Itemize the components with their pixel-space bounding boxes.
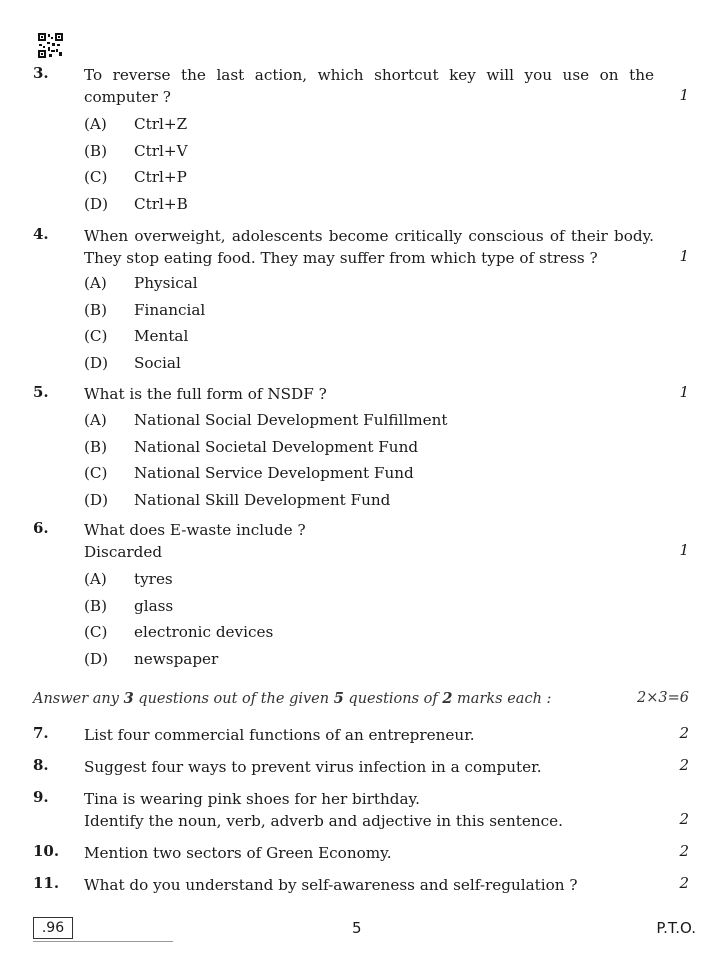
option-c: (C) Ctrl+P <box>84 168 187 186</box>
question-marks: 1 <box>679 86 689 104</box>
option-a: (A) Physical <box>84 274 198 292</box>
option-c: (C) Mental <box>84 327 189 345</box>
question-marks: 2 <box>679 724 689 742</box>
section-instruction: Answer any 3 questions out of the given 5 questions of 2 marks each : 2×3=6 <box>33 690 689 707</box>
option-d: (D) Ctrl+B <box>84 194 188 213</box>
question-text: What is the full form of NSDF ? <box>84 385 327 403</box>
question-number: 7. <box>33 724 49 742</box>
question-number: 3. <box>33 64 49 82</box>
question-number: 6. <box>33 519 49 537</box>
option-d: (D) National Skill Development Fund <box>84 490 391 509</box>
question-number: 5. <box>33 383 49 401</box>
question-11 <box>33 874 693 896</box>
question-4 <box>33 225 693 376</box>
question-text: Mention two sectors of Green Economy. <box>84 844 392 862</box>
question-text: When overweight, adolescents become critically conscious of their body. They stop eating food. They may suffer from which type of stress ? <box>84 227 654 267</box>
option-d: (D) newspaper <box>84 649 219 668</box>
question-text: What does E-waste include ? <box>84 521 306 539</box>
section-marks: 2×3=6 <box>637 690 689 706</box>
question-text-line2: Discarded <box>84 543 163 561</box>
option-a: (A) Ctrl+Z <box>84 115 188 133</box>
option-a: (A) National Social Development Fulfillment <box>84 411 448 429</box>
option-c: (C) National Service Development Fund <box>84 464 414 482</box>
question-3 <box>33 64 693 217</box>
question-6 <box>33 519 693 672</box>
question-number: 10. <box>33 842 60 860</box>
option-b: (B) Ctrl+V <box>84 141 188 160</box>
option-d: (D) Social <box>84 353 181 372</box>
question-8 <box>33 756 693 778</box>
question-number: 11. <box>33 874 60 892</box>
question-marks: 2 <box>679 810 689 828</box>
question-text: Suggest four ways to prevent virus infection in a computer. <box>84 758 542 776</box>
question-number: 9. <box>33 788 49 806</box>
question-marks: 1 <box>679 541 689 559</box>
question-10 <box>33 842 693 864</box>
option-b: (B) National Societal Development Fund <box>84 437 419 456</box>
question-text: List four commercial functions of an entrepreneur. <box>84 726 475 744</box>
question-text-line2: Identify the noun, verb, adverb and adjective in this sentence. <box>84 812 563 830</box>
question-7 <box>33 724 693 746</box>
option-b: (B) glass <box>84 596 174 615</box>
footer-divider <box>33 941 173 942</box>
page-number: 5 <box>352 919 362 937</box>
option-a: (A) tyres <box>84 570 173 588</box>
question-marks: 2 <box>679 842 689 860</box>
qr-code-icon <box>38 33 63 58</box>
question-marks: 1 <box>679 383 689 401</box>
question-text: Tina is wearing pink shoes for her birthday. <box>84 790 420 808</box>
question-text: To reverse the last action, which shortcut key will you use on the computer ? <box>84 66 654 106</box>
question-marks: 1 <box>679 247 689 265</box>
option-b: (B) Financial <box>84 300 206 319</box>
question-marks: 2 <box>679 756 689 774</box>
pto-label: P.T.O. <box>656 919 696 937</box>
option-c: (C) electronic devices <box>84 623 274 641</box>
question-marks: 2 <box>679 874 689 892</box>
question-number: 4. <box>33 225 49 243</box>
question-5 <box>33 383 693 513</box>
question-number: 8. <box>33 756 49 774</box>
question-9 <box>33 788 693 832</box>
question-text: What do you understand by self-awareness and self-regulation ? <box>84 876 578 894</box>
paper-code: .96 <box>33 917 73 939</box>
